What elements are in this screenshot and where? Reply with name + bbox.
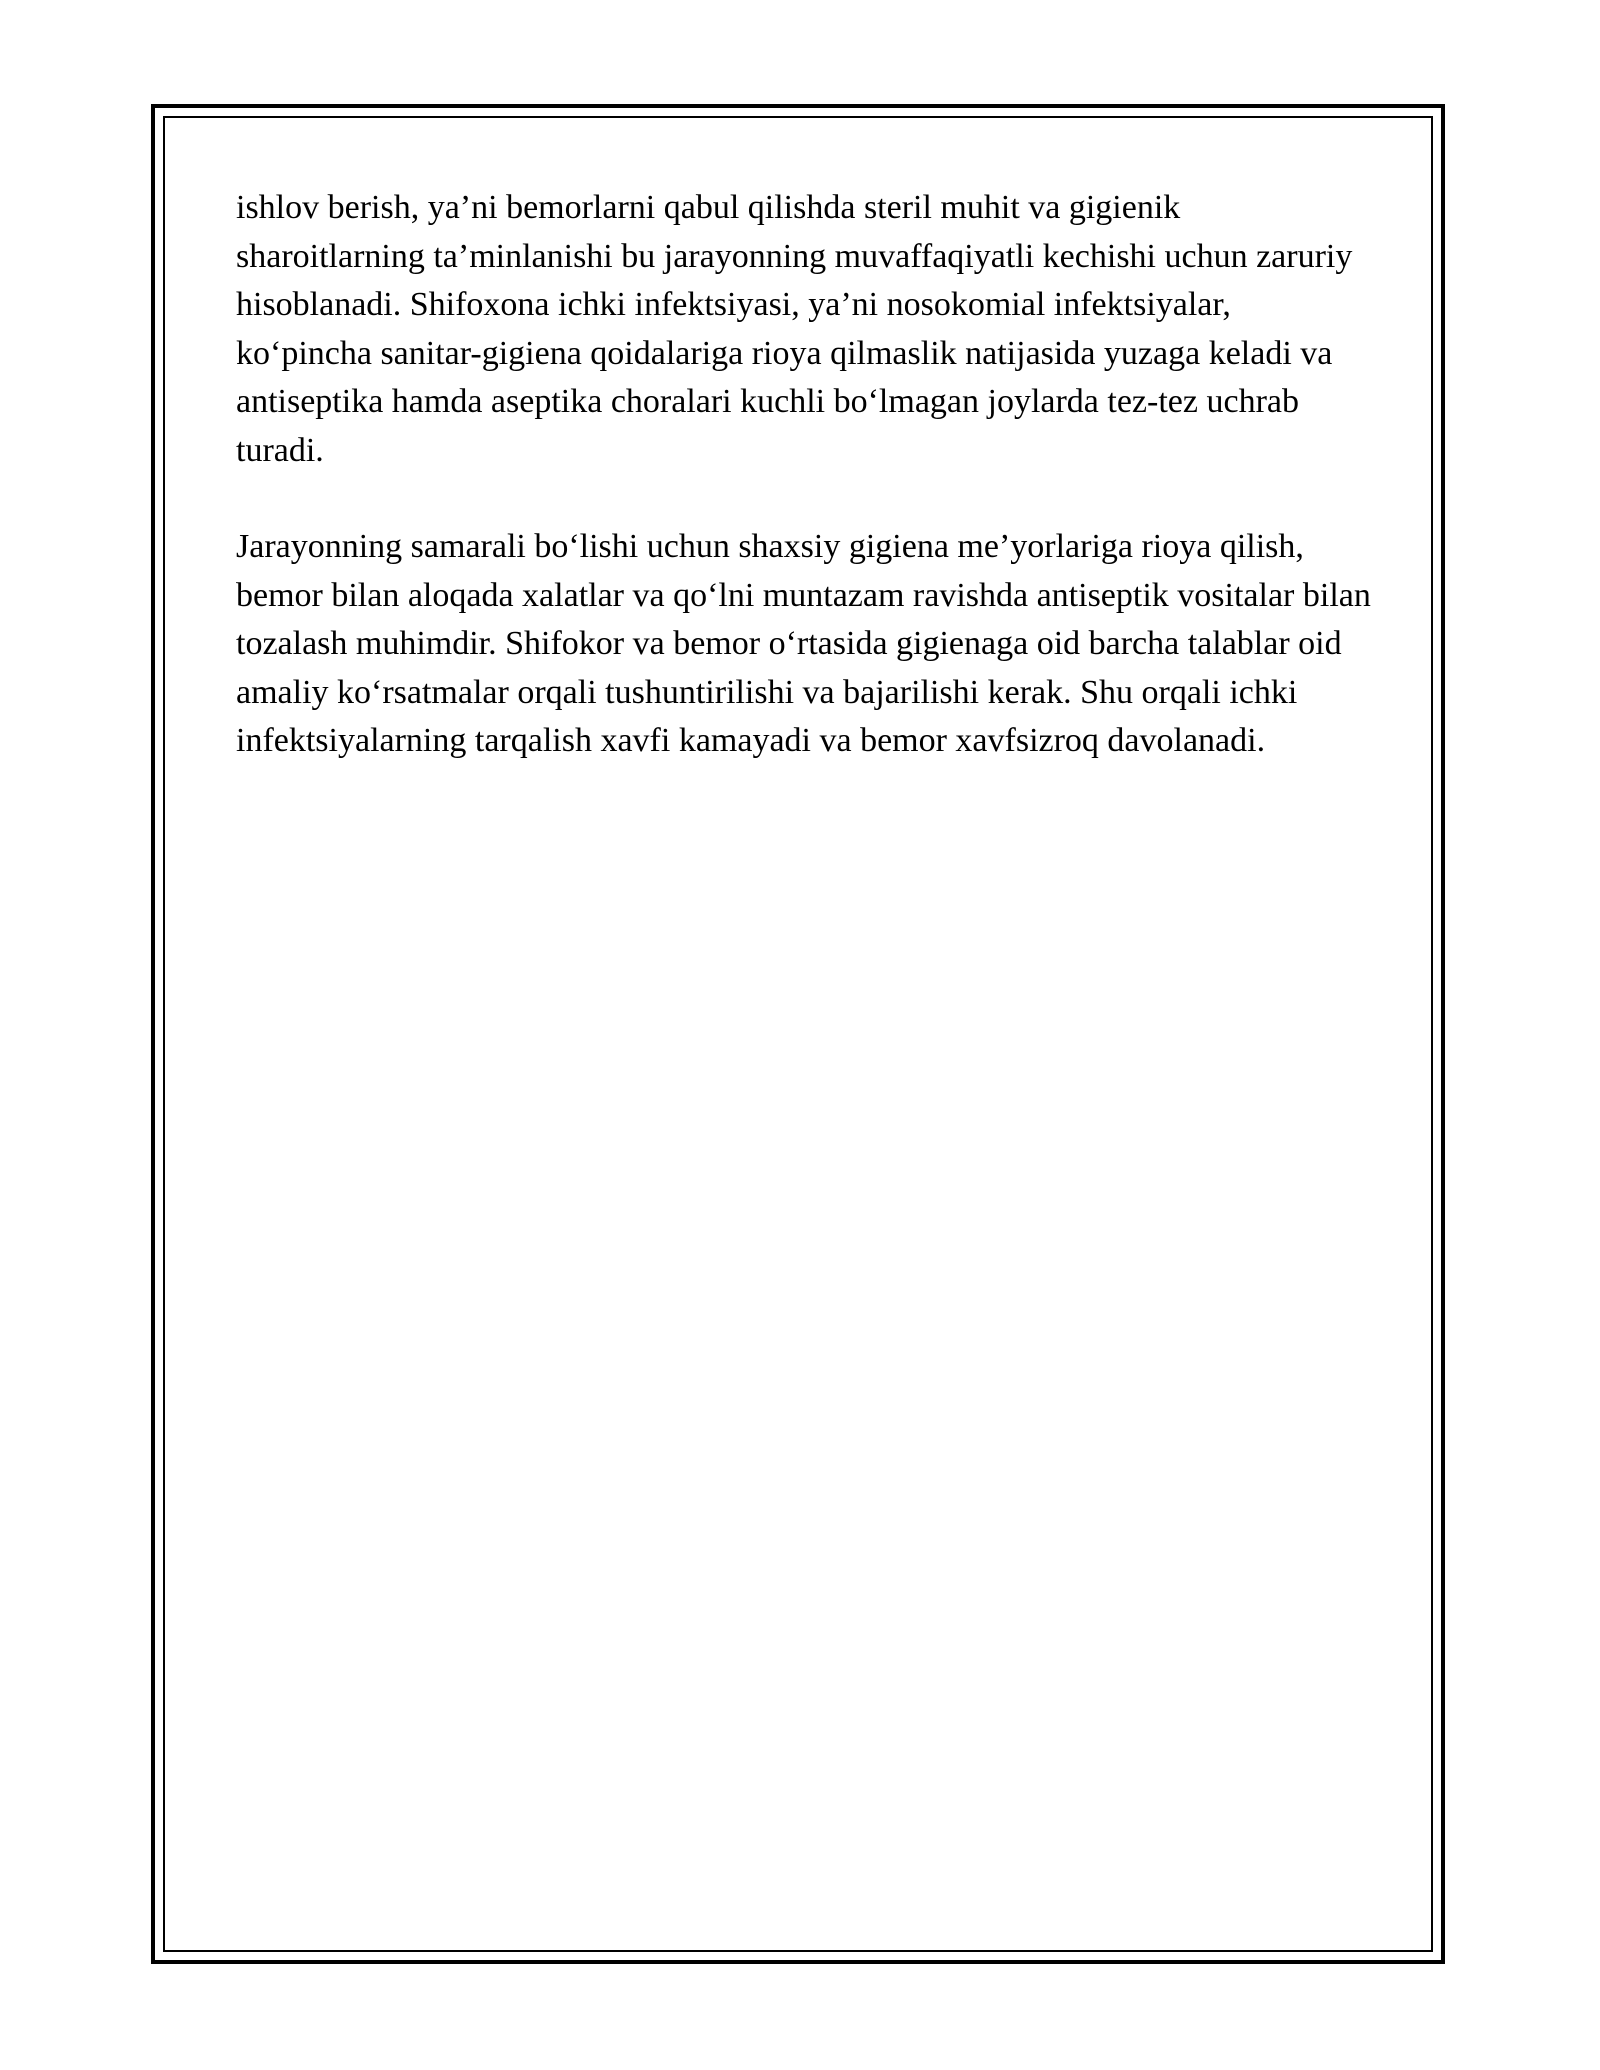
- document-body: [236, 184, 1372, 814]
- paragraph-1: ishlov berish, ya’ni bemorlarni qabul qilishda steril muhit va gigienik sharoitlarning ta’minlanishi bu jarayonning muvaffaqiyatli kechishi uchun zaruriy hisoblanadi. Shifoxona ichki infektsiyasi, ya’ni nosokomial infektsiyalar, ko‘pincha sanitar-gigiena qoidalariga rioya qilmaslik natijasida yuzaga keladi va antiseptika hamda aseptika choralari kuchli bo‘lmagan joylarda tez-tez uchrab turadi.: [236, 189, 1353, 469]
- paragraph-2: Jarayonning samarali bo‘lishi uchun shaxsiy gigiena me’yorlariga rioya qilish, bemor bilan aloqada xalatlar va qo‘lni muntazam ravishda antiseptik vositalar bilan tozalash muhimdir. Shifokor va bemor o‘rtasida gigienaga oid barcha talablar oid amaliy ko‘rsatmalar orqali tushuntirilishi va bajarilishi kerak. Shu orqali ichki infektsiyalarning tarqalish xavfi kamayadi va bemor xavfsizroq davolanadi.: [236, 528, 1371, 759]
